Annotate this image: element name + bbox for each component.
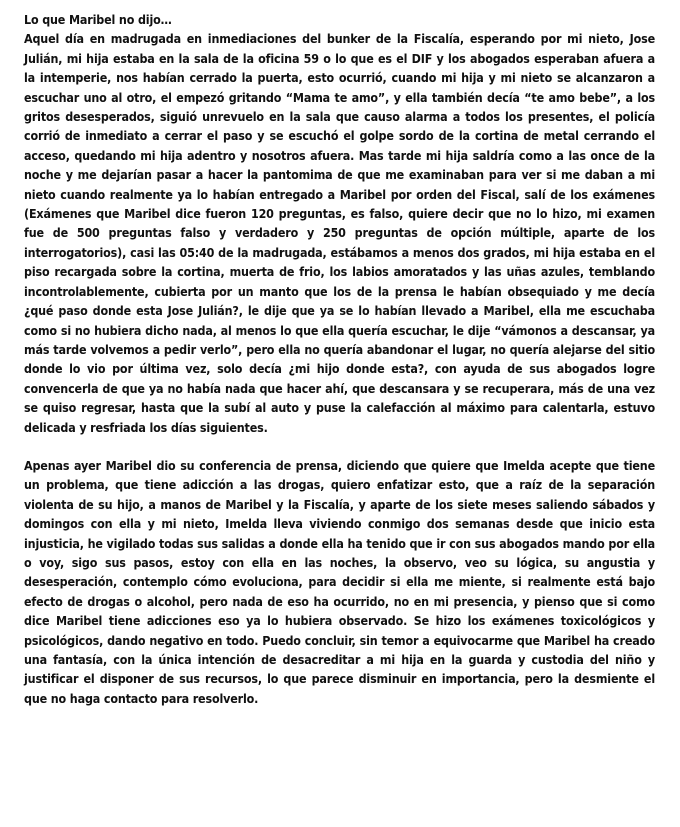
paragraph-2: Apenas ayer Maribel dio su conferencia de prensa, diciendo que quiere que Imelda acepte que tiene un problema, que tiene adicción a las drogas, quiero enfatizar esto, que a raíz de la separación violenta de su hijo, a manos de Maribel y la Fiscalía, y aparte de los siete meses saliendo sábados y domingos con ella y mi nieto, Imelda lleva viviendo conmigo dos semanas desde que inicio esta injusticia, he vigilado todas sus salidas a donde ella ha tenido que ir con sus abogados mando por ella o voy, sigo sus pasos, estoy con ella en las noches, la observo, veo su lógica, su angustia y desesperación, contemplo cómo evoluciona, para decidir si ella me miente, si realmente está bajo efecto de drogas o alcohol, pero nada de eso ha ocurrido, no en mi presencia, y pienso que si como dice Maribel tiene adicciones eso ya lo hubiera observado. Se hizo los exámenes toxicológicos y psicológicos, dando negativo en todo. Puedo concluir, sin temor a equivocarme que Maribel ha creado una fantasía, con la única intención de desacreditar a mi hija en la guarda y custodia del niño y justificar el disponer de sus recursos, lo que parece disminuir en importancia, pero la desmiente el que no haga contacto para resolverlo. [24,457,655,706]
document-page [24,10,655,708]
paragraph-1: Aquel día en madrugada en inmediaciones del bunker de la Fiscalía, esperando por mi nieto, Jose Julián, mi hija estaba en la sala de la oficina 59 o lo que es el DIF y los abogados esperaban afuera a la intemperie, nos habían cerrado la puerta, esto ocurrió, cuando mi hija y mi nieto se alcanzaron a escuchar uno al otro, el empezó gritando “Mama te amo”, y ella también decía “te amo bebe”, a los gritos desesperados, siguió unrevuelo en la sala que causo alarma a todos los presentes, el policía corrió de inmediato a cerrar el paso y se escuchó el golpe sordo de la cortina de metal cerrando el acceso, quedando mi hija adentro y nosotros afuera. Mas tarde mi hija saldría como a las once de la noche y me dejarían pasar a hacer la pantomima de que me examinaban para ver si me daban a mi nieto cuando realmente ya lo habían entregado a Maribel por orden del Fiscal, salí de los exámenes (Exámenes que Maribel dice fueron 120 preguntas, es falso, quiere decir que no lo hizo, mi examen fue de 500 preguntas falso y verdadero y 250 preguntas de opción múltiple, aparte de los interrogatorios), casi las 05:40 de la madrugada, estábamos a menos dos grados, mi hija estaba en el piso recargada sobre la cortina, muerta de frio, los labios amoratados y las uñas azules, temblando incontrolablemente, cubierta por un manto que los de la prensa le habían obsequiado y me decía ¿qué paso donde esta Jose Julián?, le dije que ya se lo habían llevado a Maribel, ella me escuchaba como si no hubiera dicho nada, al menos lo que ella quería escuchar, le dije “vámonos a descansar, ya más tarde volvemos a pedir verlo”, pero ella no quería abandonar el lugar, no quería alejarse del sitio donde lo vio por última vez, solo decía ¿mi hijo donde esta?, con ayuda de sus abogados logre convencerla de que ya no había nada que hacer ahí, que descansara y se recuperara, más de una vez se quiso regresar, hasta que la subí al auto y puse la calefacción al máximo para calentarla, estuvo delicada y resfriada los días siguientes. [24,31,655,435]
document-title: Lo que Maribel no dijo… [24,12,172,27]
